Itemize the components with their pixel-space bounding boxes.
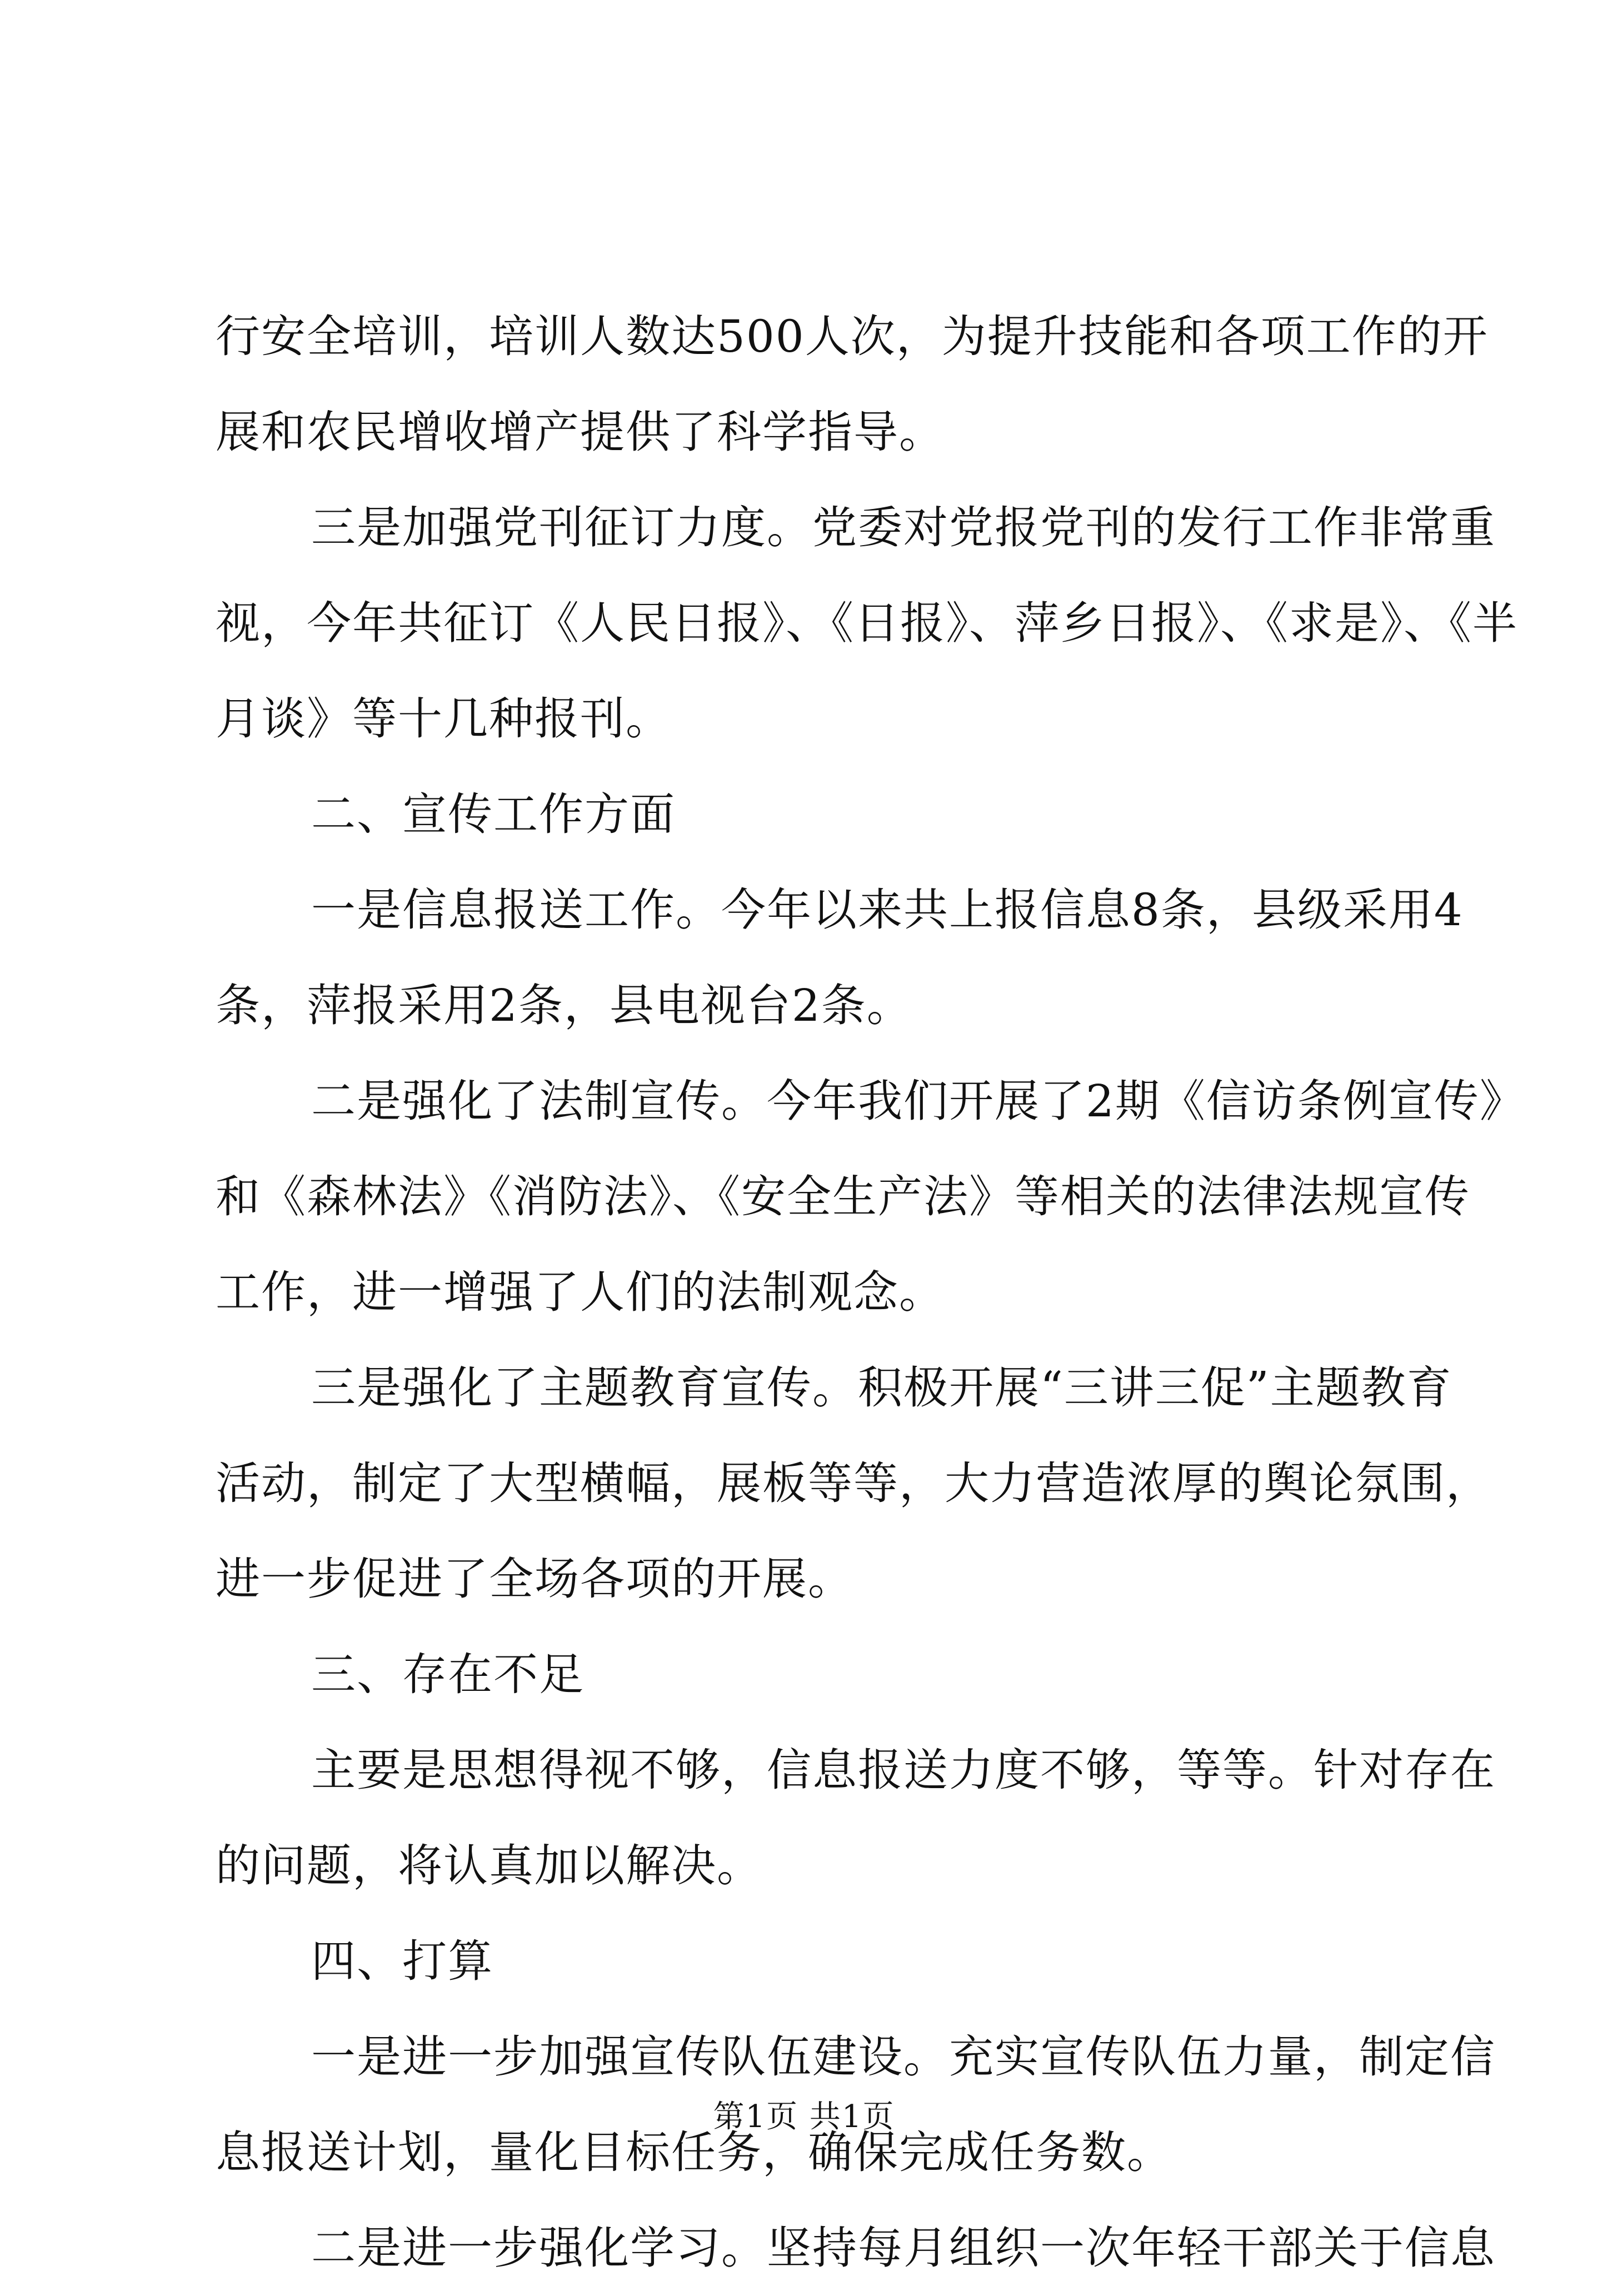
text-line: 和《森林法》《消防法》、《安全生产法》等相关的法律法规宣传 [216,1171,1470,1222]
text-line: 二是强化了法制宣传。今年我们开展了2期《信访条例宣传》 [311,1075,1525,1127]
text-line: 视，今年共征订《人民日报》、《日报》、萍乡日报》、《求是》、《半 [216,597,1518,649]
text-line: 主要是思想得视不够，信息报送力度不够，等等。针对存在 [311,1744,1496,1796]
text-line: 展和农民增收增产提供了科学指导。 [216,406,945,458]
text-line: 进一步促进了全场各项的开展。 [216,1553,853,1605]
text-line: 月谈》等十几种报刊。 [216,693,671,745]
text-line: 四、打算 [311,1935,493,1987]
text-line: 活动，制定了大型横幅，展板等等，大力营造浓厚的舆论氛围， [216,1458,1491,1509]
text-line: 三、存在不足 [311,1649,585,1700]
text-line: 一是进一步加强宣传队伍建设。充实宣传队伍力量，制定信 [311,2031,1496,2083]
text-line: 三是加强党刊征订力度。党委对党报党刊的发行工作非常重 [311,502,1496,553]
text-line: 二、宣传工作方面 [311,788,676,840]
page-footer: 第1页 共1页 [713,2099,895,2135]
text-line: 工作，进一增强了人们的法制观念。 [216,1266,945,1318]
document-body [216,289,1525,2296]
text-line: 一是信息报送工作。今年以来共上报信息8条，县级采用4 [311,884,1464,936]
text-line: 行安全培训，培训人数达500人次，为提升技能和各项工作的开 [216,311,1489,362]
text-line: 三是强化了主题教育宣传。积极开展“三讲三促”主题教育 [311,1362,1452,1414]
text-line: 二是进一步强化学习。坚持每月组织一次年轻干部关于信息 [311,2222,1496,2274]
text-line: 条，萍报采用2条，县电视台2条。 [216,980,912,1031]
text-line: 息报送计划，量化目标任务，确保完成任务数。 [216,2127,1172,2178]
text-line: 的问题，将认真加以解决。 [216,1840,762,1891]
